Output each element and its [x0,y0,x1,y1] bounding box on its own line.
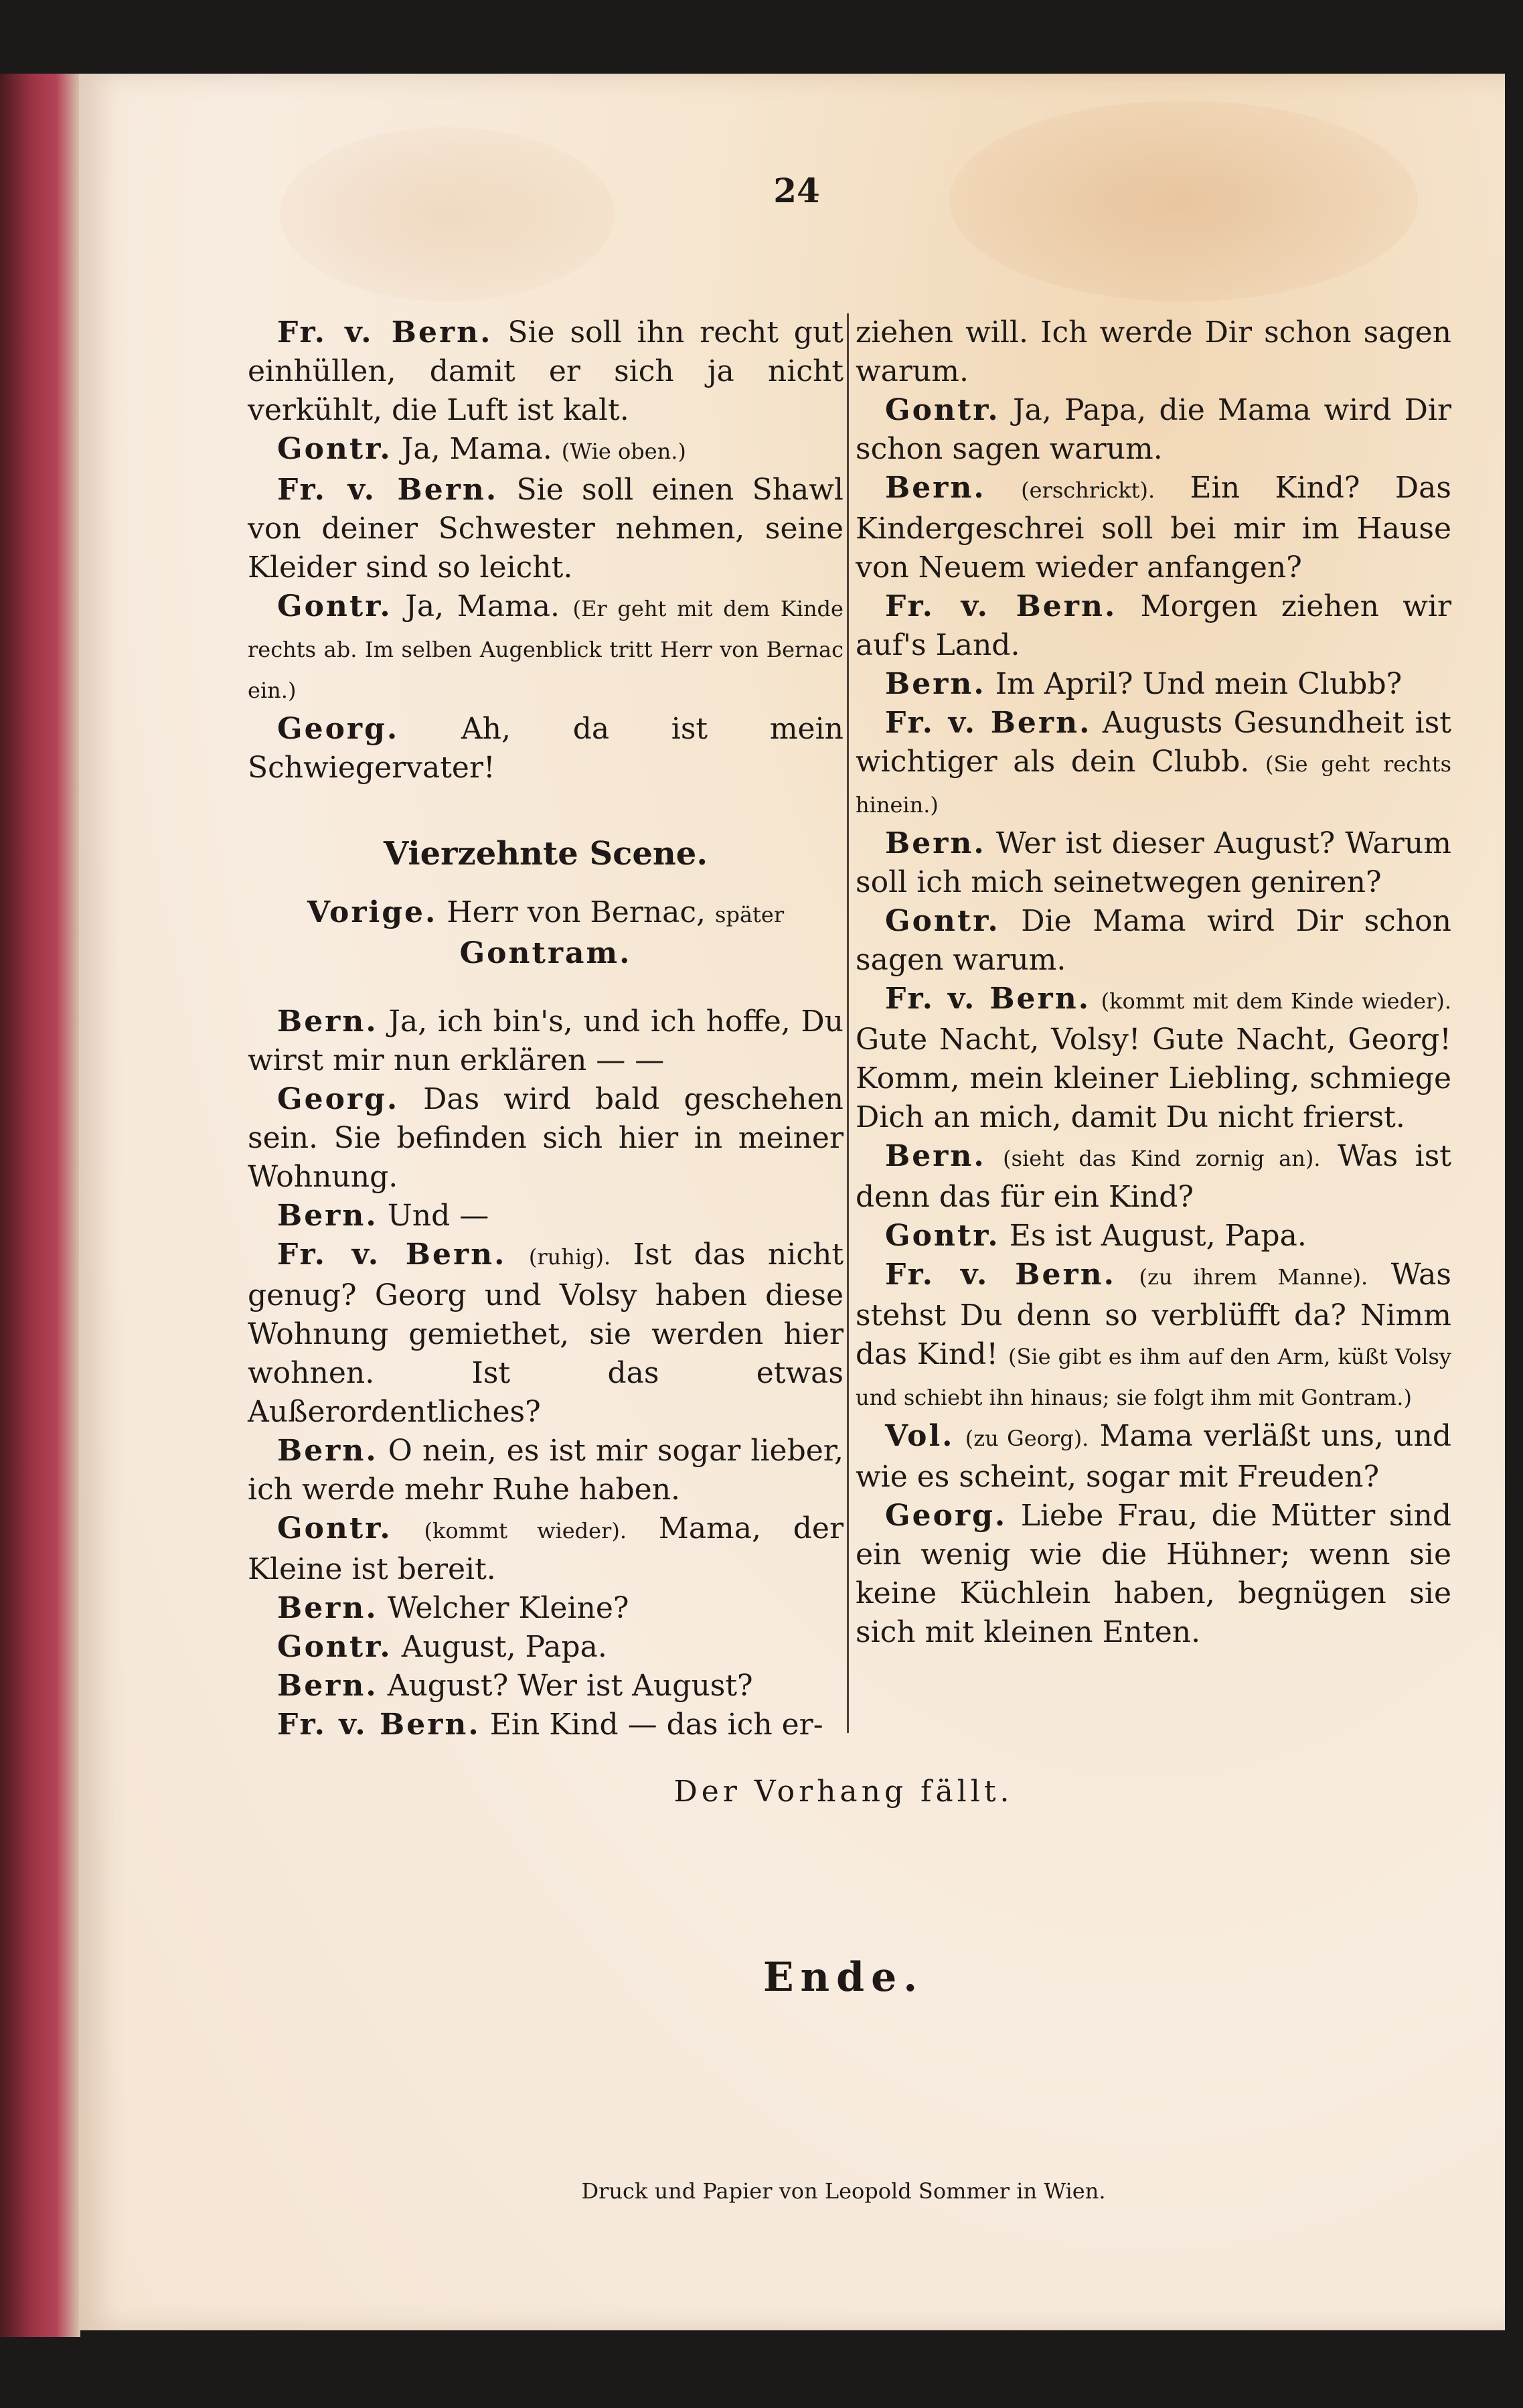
speaker-name: Bern. [277,1434,378,1468]
dialogue-line [248,1589,844,1628]
speaker-name: Bern. [277,1669,378,1703]
stage-direction-after: (Wie oben.) [561,439,686,464]
cast-text: Herr von Bernac, [447,895,706,929]
left-dialogue-block-2 [248,1002,844,1744]
page-edges [0,74,80,2337]
speech-text: Mama, der Kleine ist bereit. [248,1511,844,1586]
speaker-name: Fr. v. Bern. [885,982,1091,1016]
speech-text: O nein, es ist mir sogar lieber, ich werde mehr Ruhe haben. [248,1434,844,1507]
continuation-text: ziehen will. Ich werde Dir schon sagen warum. [856,315,1451,388]
speech-text: Ah, da ist mein Schwiegervater! [248,712,844,785]
stage-direction: (ruhig). [528,1244,611,1270]
speaker-name: Gontr. [277,1511,392,1546]
speech-text: Ja, ich bin's, und ich hoffe, Du wirst mir nun erklären — — [248,1004,844,1077]
dialogue-line [856,1217,1451,1256]
dialogue-line [248,313,844,430]
speech-text: Liebe Frau, die Mütter sind ein wenig wie die Hühner; wenn sie keine Küchlein haben, begnügen sie sich mit kleinen Enten. [856,1499,1451,1649]
dialogue-line [248,587,844,710]
speaker-name: Fr. v. Bern. [277,315,493,350]
dialogue-line [856,1417,1451,1497]
speaker-name: Gontr. [885,393,1000,427]
speaker-name: Bern. [885,471,986,505]
speaker-name: Fr. v. Bern. [885,589,1117,623]
dialogue-line [248,1080,844,1197]
dialogue-line [248,1197,844,1235]
stage-direction: (sieht das Kind zornig an). [1003,1146,1321,1171]
speech-text: Was stehst Du denn so verblüfft da? Nimm das Kind! [856,1258,1451,1371]
stage-direction-after: (Sie geht rechts hinein.) [856,751,1452,818]
speaker-name: Gontr. [277,1630,392,1664]
dialogue-line [248,430,844,471]
speech-text: Was ist denn das für ein Kind? [856,1139,1451,1214]
speech-text: Ein Kind — das ich er- [489,1708,823,1742]
speaker-name: Fr. v. Bern. [277,1708,481,1742]
speaker-name: Georg. [885,1499,1008,1533]
curtain-line: Der Vorhang fällt. [673,1775,1014,1809]
scene-heading: Vierzehnte Scene. [383,835,708,873]
dialogue-line [248,471,844,587]
speech-text: Augusts Gesundheit ist wichtiger als dein Clubb. [856,706,1451,779]
speaker-name: Fr. v. Bern. [885,1258,1116,1292]
speech-text: Und — [387,1199,489,1233]
speech-text: Morgen ziehen wir auf's Land. [856,589,1451,662]
dialogue-line [856,1256,1451,1417]
speech-text: Gute Nacht, Volsy! Gute Nacht, Georg! Komm, mein kleiner Liebling, schmiege Dich an mich, damit Du nicht frierst. [856,1023,1451,1134]
cast-prefix: Vorige. [307,895,438,929]
dialogue-line [248,1235,844,1432]
dialogue-line [856,980,1451,1137]
dialogue-line [856,469,1451,587]
speech-text: Es ist August, Papa. [1009,1219,1307,1253]
stage-direction-after: (Sie gibt es ihm auf den Arm, küßt Volsy und schiebt ihn hinaus; sie folgt ihm mit Gontram.) [856,1344,1451,1410]
speaker-name: Vol. [885,1419,955,1453]
stage-direction: (kommt mit dem Kinde wieder). [1101,988,1451,1014]
dialogue-line [856,824,1451,902]
speech-text: Mama verläßt uns, und wie es scheint, sogar mit Freuden? [856,1419,1451,1494]
dialogue-line [856,1137,1451,1217]
dialogue-line [248,1002,844,1080]
speaker-name: Fr. v. Bern. [277,473,499,507]
speech-text: Ja, Mama. [401,432,552,466]
speech-text: Die Mama wird Dir schon sagen warum. [856,904,1451,977]
speech-text: Welcher Kleine? [387,1591,629,1625]
dialogue-line [856,391,1451,469]
speaker-name: Georg. [277,712,400,746]
speech-text: August? Wer ist August? [387,1669,753,1703]
speech-text: Ist das nicht genug? Georg und Volsy haben diese Wohnung gemiethet, sie werden hier wohnen. Ist das etwas Außerordentliches? [248,1237,844,1429]
speech-text: Wer ist dieser August? Warum soll ich mich seinetwegen geniren? [856,826,1451,899]
column-rule [847,313,849,1733]
speaker-name: Gontr. [885,904,1000,938]
cast-last: Gontram. [459,936,632,970]
dialogue-line [856,587,1451,665]
dialogue-line [248,1706,844,1744]
right-column [856,313,1451,1652]
dialogue-line [856,1497,1451,1652]
speaker-name: Bern. [277,1199,378,1233]
speaker-name: Gontr. [885,1219,1000,1253]
speech-text: August, Papa. [401,1630,607,1664]
dialogue-line [248,710,844,787]
speech-text: Sie soll ihn recht gut einhüllen, damit er sich ja nicht verkühlt, die Luft ist kalt. [248,315,844,427]
dialogue-line [248,1432,844,1509]
speaker-name: Bern. [277,1004,378,1039]
printer-imprint: Druck und Papier von Leopold Sommer in Wien. [581,2178,1106,2204]
speech-text: Ein Kind? Das Kindergeschrei soll bei mir im Hause von Neuem wieder anfangen? [856,471,1451,585]
speech-text: Ja, Papa, die Mama wird Dir schon sagen warum. [856,393,1451,466]
left-dialogue-block [248,313,844,787]
speaker-name: Fr. v. Bern. [885,706,1092,740]
stage-direction-after: (Er geht mit dem Kinde rechts ab. Im selben Augenblick tritt Herr von Bernac ein.) [248,596,844,703]
speaker-name: Gontr. [277,432,392,466]
dialogue-line [856,665,1451,704]
stage-direction: (erschrickt). [1021,477,1155,503]
dialogue-line [856,704,1451,824]
speech-text: Das wird bald geschehen sein. Sie befinden sich hier in meiner Wohnung. [248,1082,844,1194]
paper-stain [280,127,615,301]
speech-text: Im April? Und mein Clubb? [995,667,1402,701]
dialogue-line [856,902,1451,980]
speaker-name: Fr. v. Bern. [277,1237,507,1272]
speaker-name: Bern. [885,826,986,860]
page-number: 24 [773,171,820,210]
dialogue-line [248,1667,844,1706]
speaker-name: Bern. [277,1591,378,1625]
stage-direction: (zu Georg). [965,1426,1089,1451]
stage-direction: (zu ihrem Manne). [1139,1264,1368,1290]
dialogue-line [248,1628,844,1667]
speaker-name: Bern. [885,1139,986,1173]
dialogue-line [248,1509,844,1589]
speaker-name: Bern. [885,667,986,701]
stage-direction: (kommt wieder). [424,1518,627,1544]
right-dialogue-block [856,391,1451,1652]
cast-later: später [715,902,785,927]
paper-stain [949,100,1418,301]
left-column [248,313,844,1744]
speaker-name: Georg. [277,1082,400,1116]
cast-list [248,893,844,973]
speech-text: Ja, Mama. [405,589,560,623]
ende-heading: Ende. [763,1954,925,2001]
speaker-name: Gontr. [277,589,392,623]
speech-text: Sie soll einen Shawl von deiner Schwester nehmen, seine Kleider sind so leicht. [248,473,844,585]
